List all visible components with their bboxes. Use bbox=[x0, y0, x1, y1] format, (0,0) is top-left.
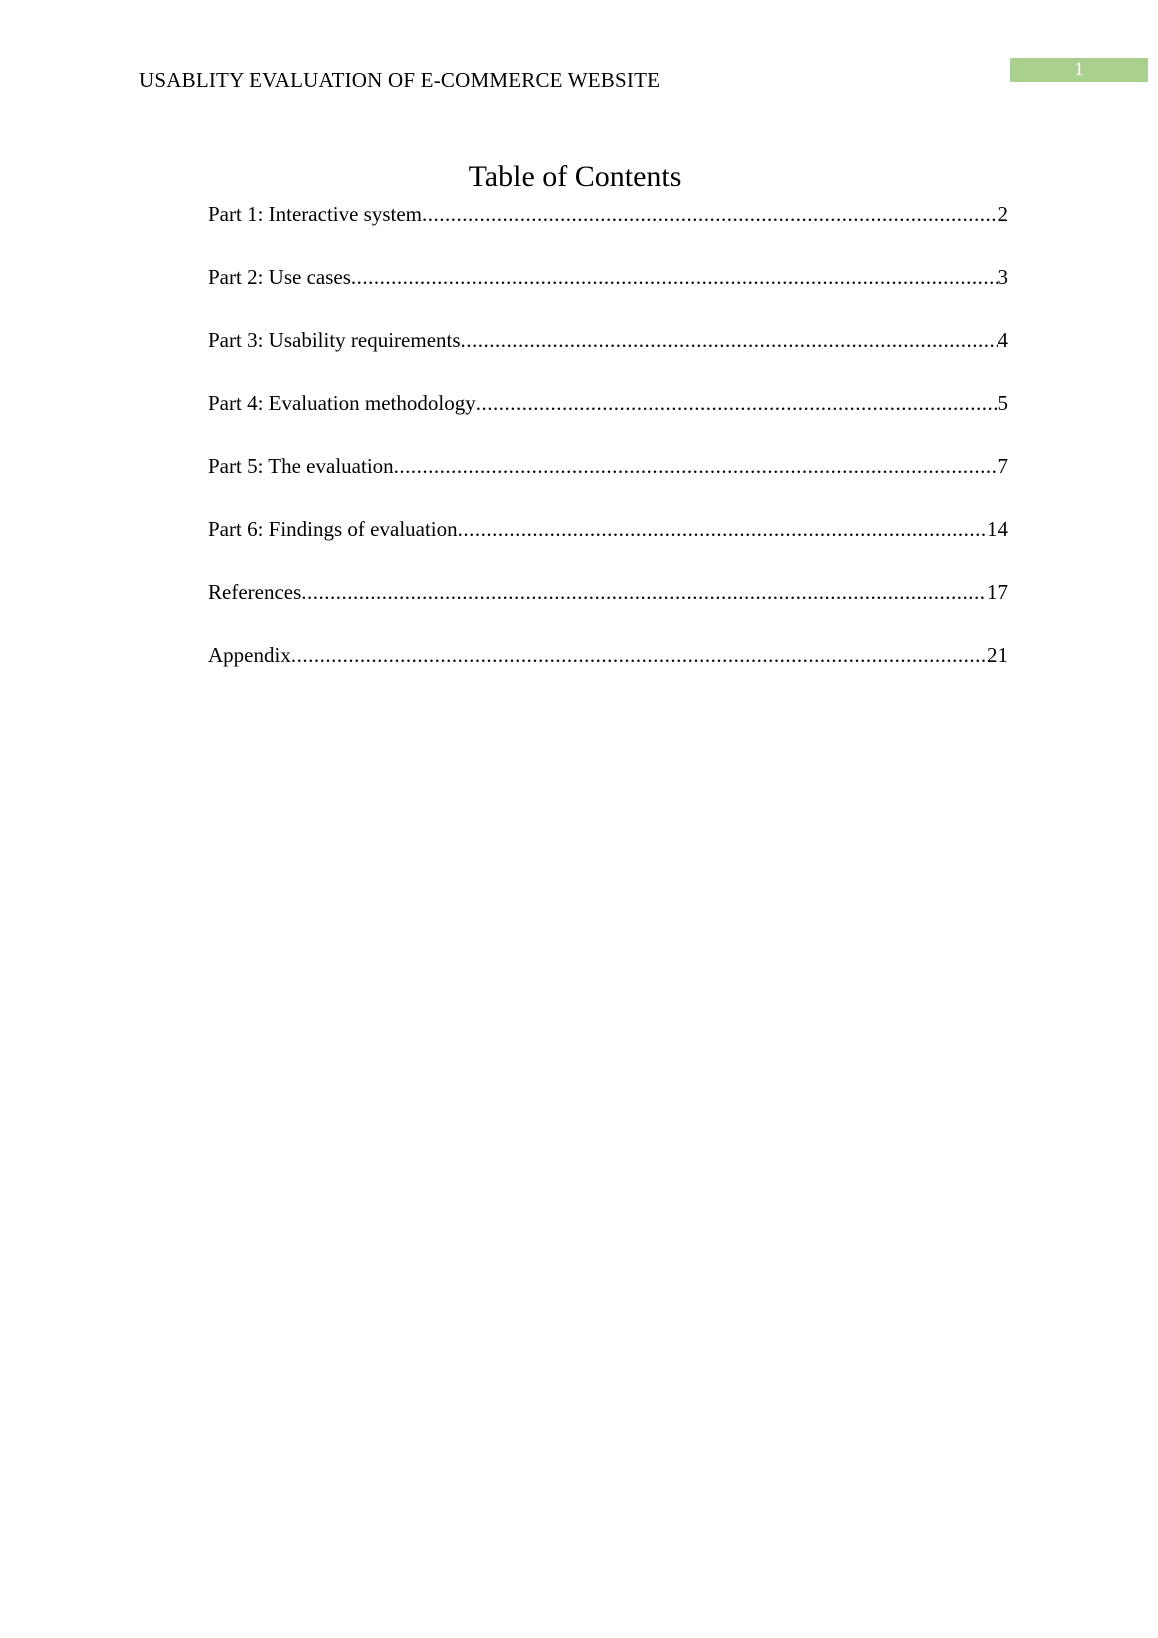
toc-entry-page: 3 bbox=[997, 265, 1008, 289]
toc-entry-label: Part 3: Usability requirements bbox=[208, 328, 461, 352]
toc-entry-label: Part 4: Evaluation methodology bbox=[208, 391, 476, 415]
toc-entry-part-1[interactable] bbox=[208, 200, 1008, 263]
toc-entry-label: Part 2: Use cases bbox=[208, 265, 351, 289]
table-of-contents bbox=[208, 200, 1008, 704]
toc-entry-label: Appendix bbox=[208, 643, 291, 667]
toc-entry-label: Part 1: Interactive system bbox=[208, 202, 423, 226]
toc-entry-page: 5 bbox=[997, 391, 1008, 415]
toc-entry-page: 7 bbox=[997, 454, 1008, 478]
toc-entry-part-4[interactable] bbox=[208, 389, 1008, 452]
toc-entry-page: 14 bbox=[987, 517, 1008, 541]
toc-entry-label: Part 5: The evaluation bbox=[208, 454, 394, 478]
toc-entry-part-6[interactable] bbox=[208, 515, 1008, 578]
toc-dot-leader bbox=[394, 452, 998, 480]
toc-dot-leader bbox=[461, 326, 998, 354]
toc-entry-part-5[interactable] bbox=[208, 452, 1008, 515]
toc-entry-part-3[interactable] bbox=[208, 326, 1008, 389]
toc-entry-label: Part 6: Findings of evaluation bbox=[208, 517, 458, 541]
toc-entry-appendix[interactable] bbox=[208, 641, 1008, 704]
toc-dot-leader bbox=[422, 200, 997, 228]
toc-entry-page: 21 bbox=[987, 643, 1008, 667]
toc-dot-leader bbox=[301, 578, 987, 606]
toc-entry-page: 4 bbox=[997, 328, 1008, 352]
page-number-badge: 1 bbox=[1010, 58, 1148, 82]
toc-dot-leader bbox=[291, 641, 987, 669]
toc-dot-leader bbox=[458, 515, 987, 543]
toc-entry-page: 2 bbox=[997, 202, 1008, 226]
toc-entry-part-2[interactable] bbox=[208, 263, 1008, 326]
running-head-title: USABLITY EVALUATION OF E-COMMERCE WEBSITE bbox=[139, 68, 661, 92]
toc-entry-page: 17 bbox=[987, 580, 1008, 604]
toc-title: Table of Contents bbox=[468, 160, 682, 193]
toc-entry-references[interactable] bbox=[208, 578, 1008, 641]
toc-dot-leader bbox=[351, 263, 998, 291]
toc-dot-leader bbox=[476, 389, 998, 417]
toc-entry-label: References bbox=[208, 580, 302, 604]
